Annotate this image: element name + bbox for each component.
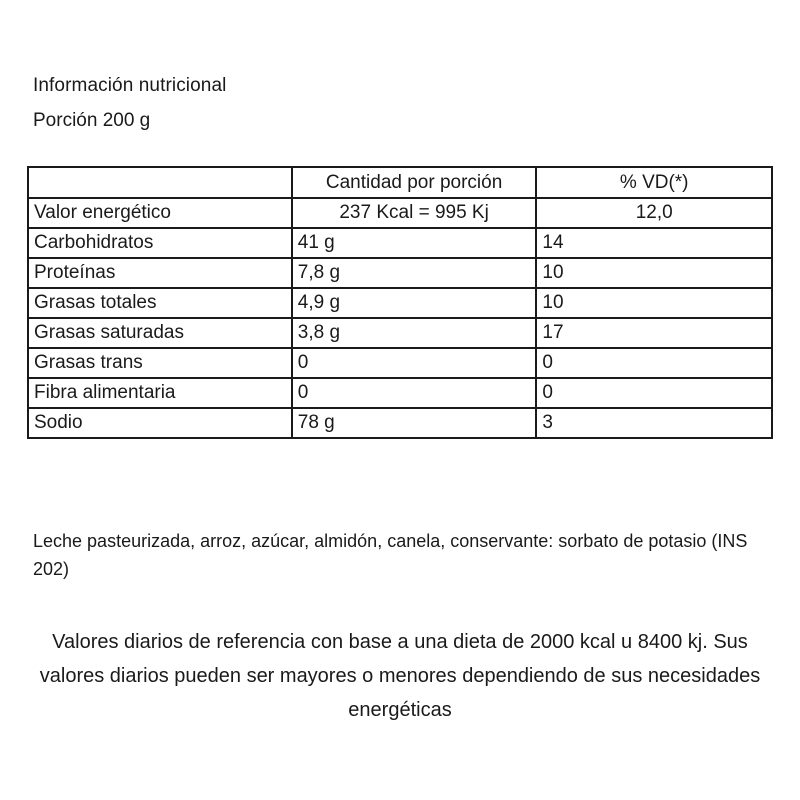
nutrient-name: Fibra alimentaria <box>28 378 292 408</box>
nutrient-dv: 0 <box>536 378 772 408</box>
nutrient-amount: 78 g <box>292 408 537 438</box>
nutrient-amount: 0 <box>292 378 537 408</box>
table-header-row <box>28 167 772 198</box>
table-row-sodium <box>28 408 772 438</box>
column-header-amount: Cantidad por porción <box>292 167 537 198</box>
column-header-nutrient <box>28 167 292 198</box>
table-row-trans-fat <box>28 348 772 378</box>
table-row-saturated-fat <box>28 318 772 348</box>
table-row-fiber <box>28 378 772 408</box>
nutrient-amount: 41 g <box>292 228 537 258</box>
nutrient-amount: 7,8 g <box>292 258 537 288</box>
nutrient-dv: 3 <box>536 408 772 438</box>
daily-values-footnote: Valores diarios de referencia con base a una dieta de 2000 kcal u 8400 kj. Sus valores diarios pueden ser mayores o menores dependiendo de sus necesidades energéticas <box>39 631 761 721</box>
column-header-dv: % VD(*) <box>536 167 772 198</box>
table-row-energy <box>28 198 772 228</box>
nutrient-dv: 12,0 <box>536 198 772 228</box>
nutrient-name: Grasas saturadas <box>28 318 292 348</box>
nutrient-dv: 17 <box>536 318 772 348</box>
nutrient-name: Proteínas <box>28 258 292 288</box>
table-row-carbohydrates <box>28 228 772 258</box>
nutrient-dv: 14 <box>536 228 772 258</box>
nutrient-amount: 4,9 g <box>292 288 537 318</box>
nutrient-name: Carbohidratos <box>28 228 292 258</box>
nutrient-name: Grasas trans <box>28 348 292 378</box>
nutrition-table <box>27 166 773 439</box>
nutrient-dv: 10 <box>536 258 772 288</box>
nutrient-name: Valor energético <box>28 198 292 228</box>
ingredients-list: Leche pasteurizada, arroz, azúcar, almidón, canela, conservante: sorbato de potasio (INS 202) <box>33 531 748 579</box>
nutrient-name: Sodio <box>28 408 292 438</box>
nutrient-amount: 237 Kcal = 995 Kj <box>292 198 537 228</box>
nutrient-name: Grasas totales <box>28 288 292 318</box>
nutrient-dv: 0 <box>536 348 772 378</box>
table-row-proteins <box>28 258 772 288</box>
nutrient-dv: 10 <box>536 288 772 318</box>
table-row-total-fat <box>28 288 772 318</box>
label-title: Información nutricional <box>33 75 227 96</box>
portion-size: Porción 200 g <box>33 110 151 131</box>
nutrient-amount: 3,8 g <box>292 318 537 348</box>
nutrient-amount: 0 <box>292 348 537 378</box>
